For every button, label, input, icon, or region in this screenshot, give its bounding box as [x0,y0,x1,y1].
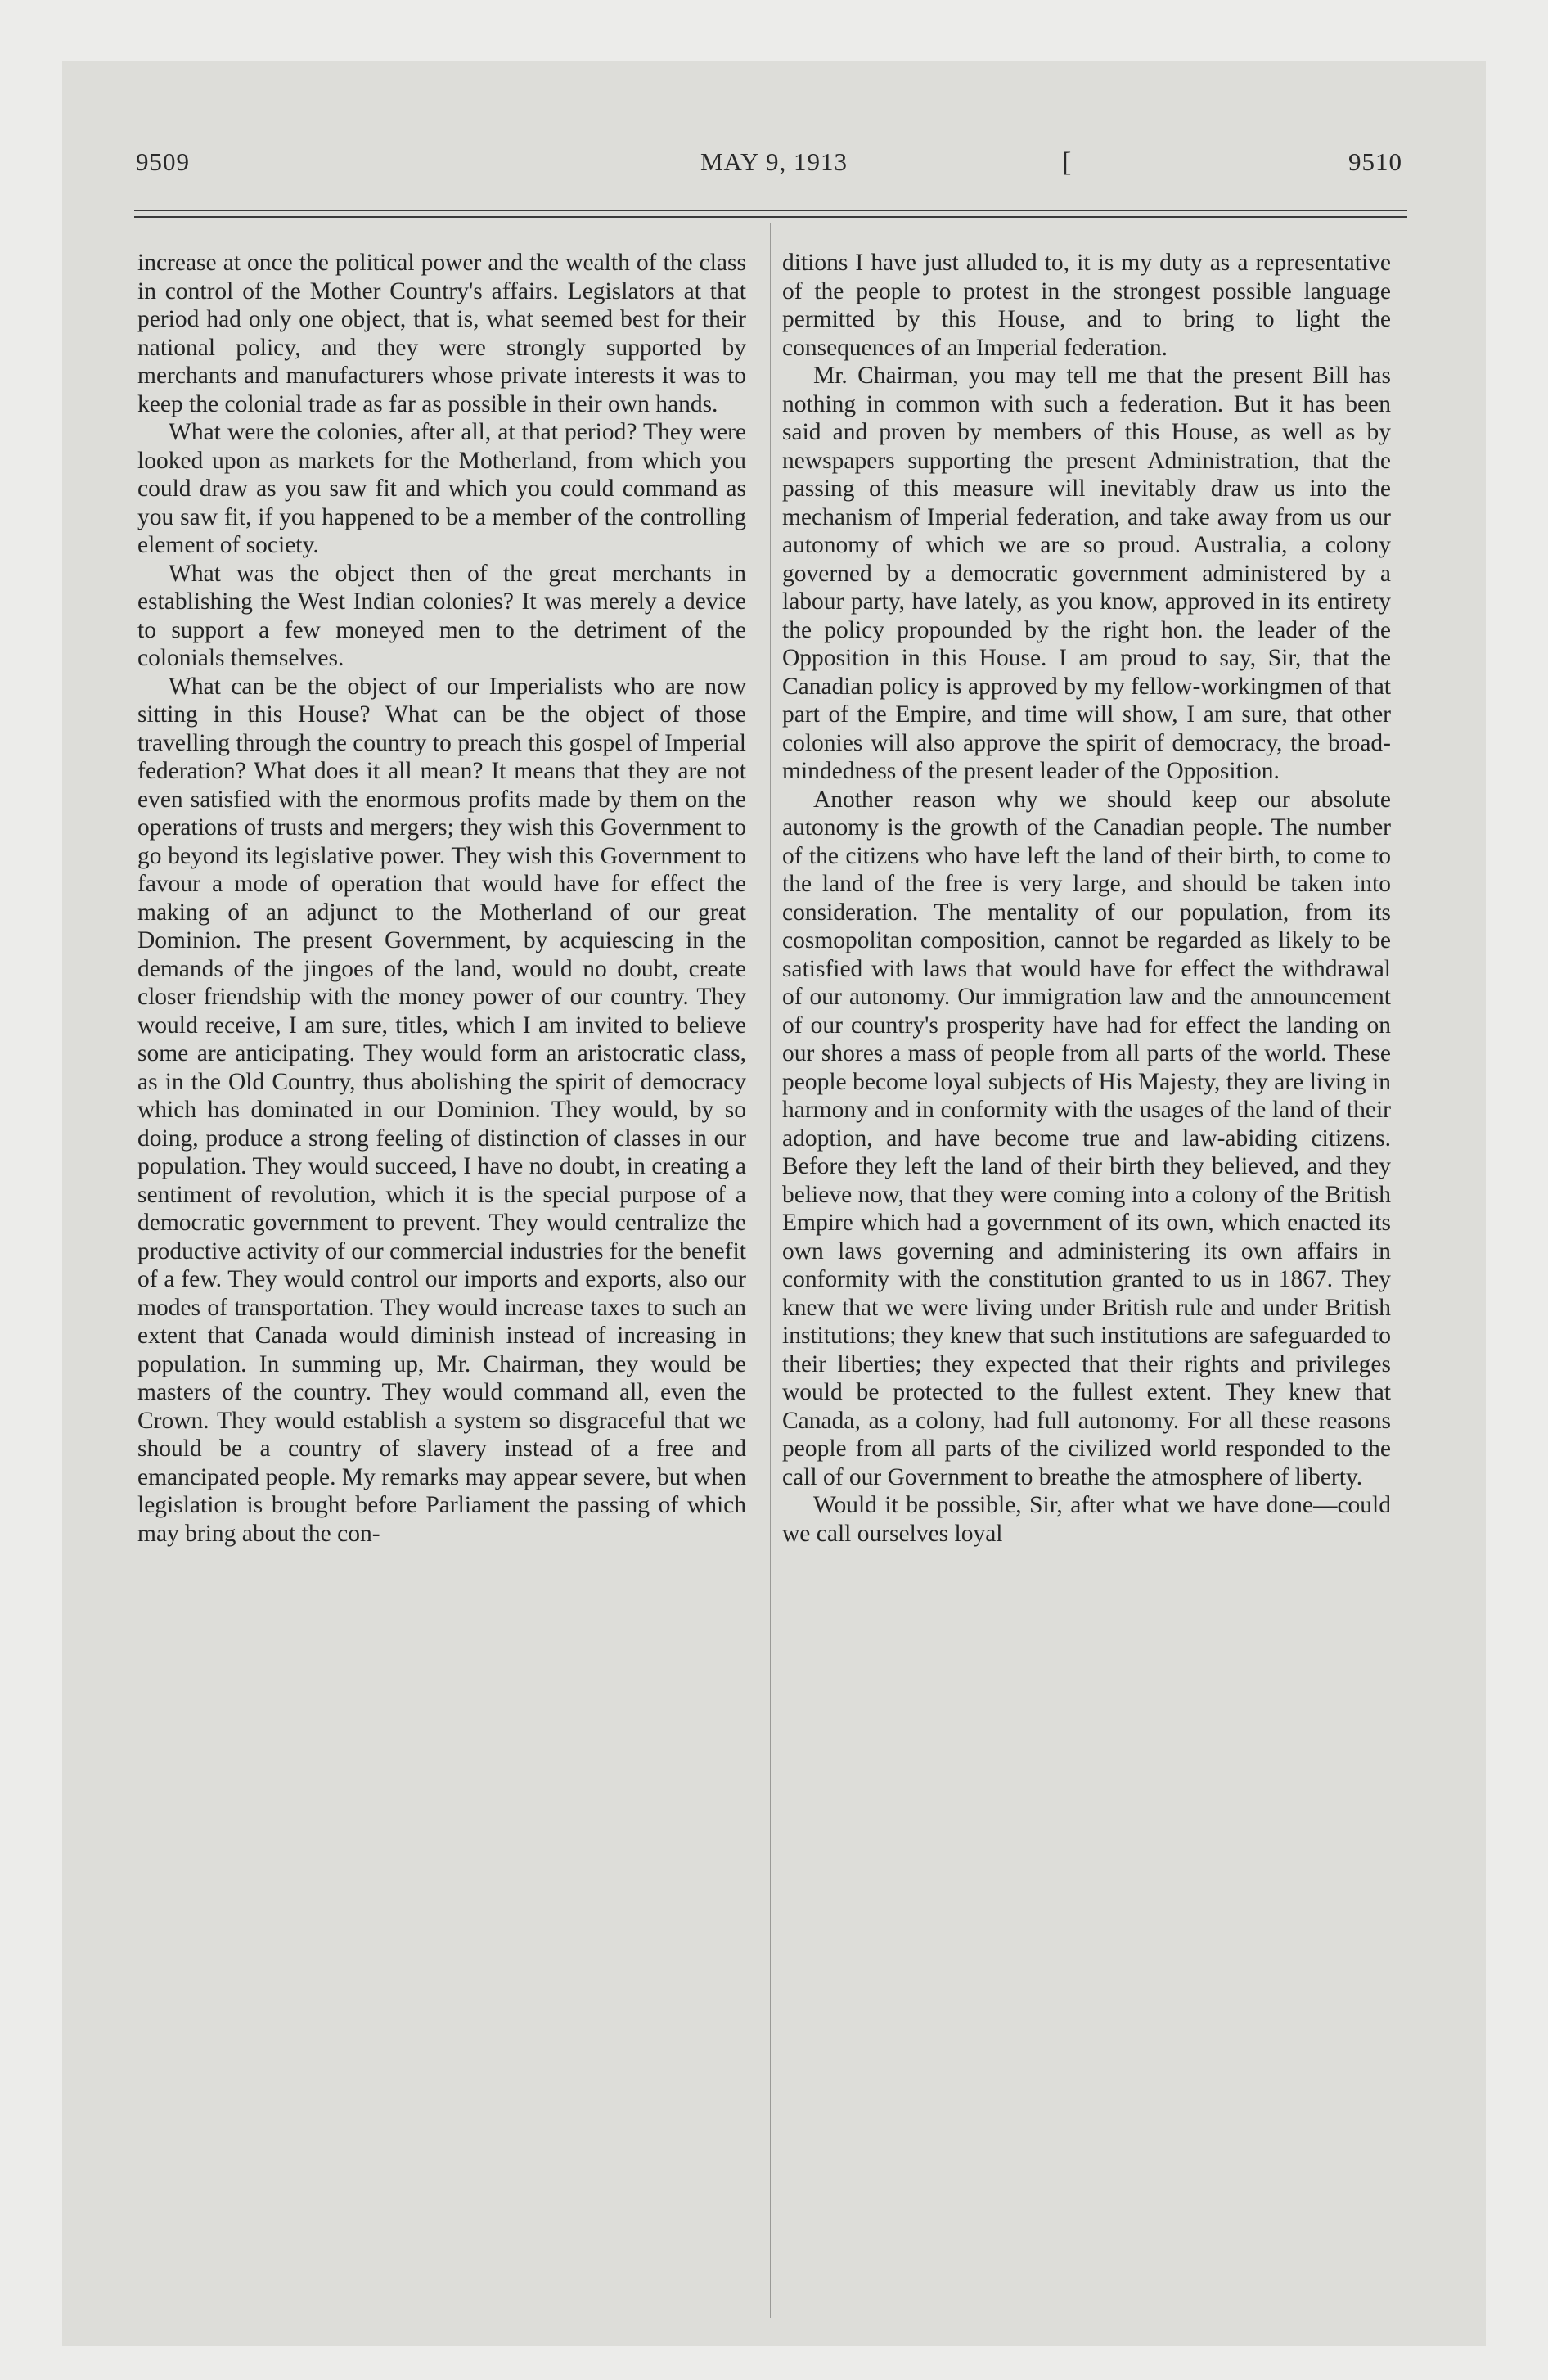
paragraph: What was the object then of the great merchants in establishing the West Indian colonies? It was merely a device to support a few moneyed men to the detriment of the colonials themselves. [137,560,746,671]
page-number-left: 9509 [136,147,190,176]
header-mark: [ [1062,147,1072,178]
right-column [782,249,1391,1548]
header-rule-bottom [134,216,1407,218]
paragraph: Would it be possible, Sir, after what we have done—could we call ourselves loyal [782,1492,1391,1547]
paragraph: Mr. Chairman, you may tell me that the present Bill has nothing in common with such a federation. But it has been said and proven by members of this House, as well as by newspapers supporting the present Administration, that the passing of this measure will inevitably draw us into the mechanism of Imperial federation, and take away from us our autonomy of which we are so proud. Australia, a colony governed by a democratic government administered by a labour party, have lately, as you know, approved in its entirety the policy propounded by the right hon. the leader of the Opposition in this House. I am proud to say, Sir, that the Canadian policy is approved by my fellow-workingmen of that part of the Empire, and time will show, I am sure, that other colonies will also approve the spirit of democracy, the broad-mindedness of the present leader of the Opposition. [782,363,1391,784]
left-column [137,249,746,1548]
paragraph: What were the colonies, after all, at that period? They were looked upon as markets for the Motherland, from which you could draw as you saw fit and which you could command as you saw fit, if you happened to be a member of the controlling element of society. [137,419,746,558]
header-rule-top [134,210,1407,211]
paragraph: increase at once the political power and the wealth of the class in control of the Mother Country's affairs. Legislators at that period had only one object, that is, what seemed best for their national policy, and they were strongly supported by merchants and manufacturers whose private interests it was to keep the colonial trade as far as possible in their own hands. [137,250,746,417]
scanned-page [62,61,1486,2346]
page-date: MAY 9, 1913 [700,147,848,176]
page-number-right: 9510 [1348,147,1402,176]
paragraph: Another reason why we should keep our absolute autonomy is the growth of the Canadian people. The number of the citizens who have left the land of their birth, to come to the land of the free is very large, and should be taken into consideration. The mentality of our population, from its cosmopolitan composition, cannot be regarded as likely to be satisfied with laws that would have for effect the withdrawal of our autonomy. Our immigration law and the announcement of our country's prosperity have had for effect the landing on our shores a mass of people from all parts of the world. These people become loyal subjects of His Majesty, they are living in harmony and in conformity with the usages of the land of their adoption, and have become true and law-abiding citizens. Before they left the land of their birth they believed, and they believe now, that they were coming into a colony of the British Empire which had a government of its own, which enacted its own laws governing and administering its own affairs in conformity with the constitution granted to us in 1867. They knew that we were living under British rule and under British institutions; they knew that such institutions are safeguarded to their liberties; they expected that their rights and privileges would be protected to the fullest extent. They knew that Canada, as a colony, had full autonomy. For all these reasons people from all parts of the civilized world responded to the call of our Government to breathe the atmosphere of liberty. [782,786,1391,1490]
column-divider [770,223,771,2318]
paragraph: What can be the object of our Imperialists who are now sitting in this House? What can be the object of those travelling through the country to preach this gospel of Imperial federation? What does it all mean? It means that they are not even satisfied with the enormous profits made by them on the operations of trusts and mergers; they wish this Government to go beyond its legislative power. They wish this Government to favour a mode of operation that would have for effect the making of an adjunct to the Motherland of our great Dominion. The present Government, by acquiescing in the demands of the jingoes of the land, would no doubt, create closer friendship with the money power of our country. They would receive, I am sure, titles, which I am invited to believe some are anticipating. They would form an aristocratic class, as in the Old Country, thus abolishing the spirit of democracy which has dominated in our Dominion. They would, by so doing, produce a strong feeling of distinction of classes in our population. They would succeed, I have no doubt, in creating a sentiment of revolution, which it is the special purpose of a democratic government to prevent. They would centralize the productive activity of our commercial industries for the benefit of a few. They would control our imports and exports, also our modes of transportation. They would increase taxes to such an extent that Canada would diminish instead of increasing in population. In summing up, Mr. Chairman, they would be masters of the country. They would command all, even the Crown. They would establish a system so disgraceful that we should be a country of slavery instead of a free and emancipated people. My remarks may appear severe, but when legislation is brought before Parliament the passing of which may bring about the con- [137,673,746,1547]
paragraph: ditions I have just alluded to, it is my duty as a representative of the people to protest in the strongest possible language permitted by this House, and to bring to light the consequences of an Imperial federation. [782,250,1391,361]
